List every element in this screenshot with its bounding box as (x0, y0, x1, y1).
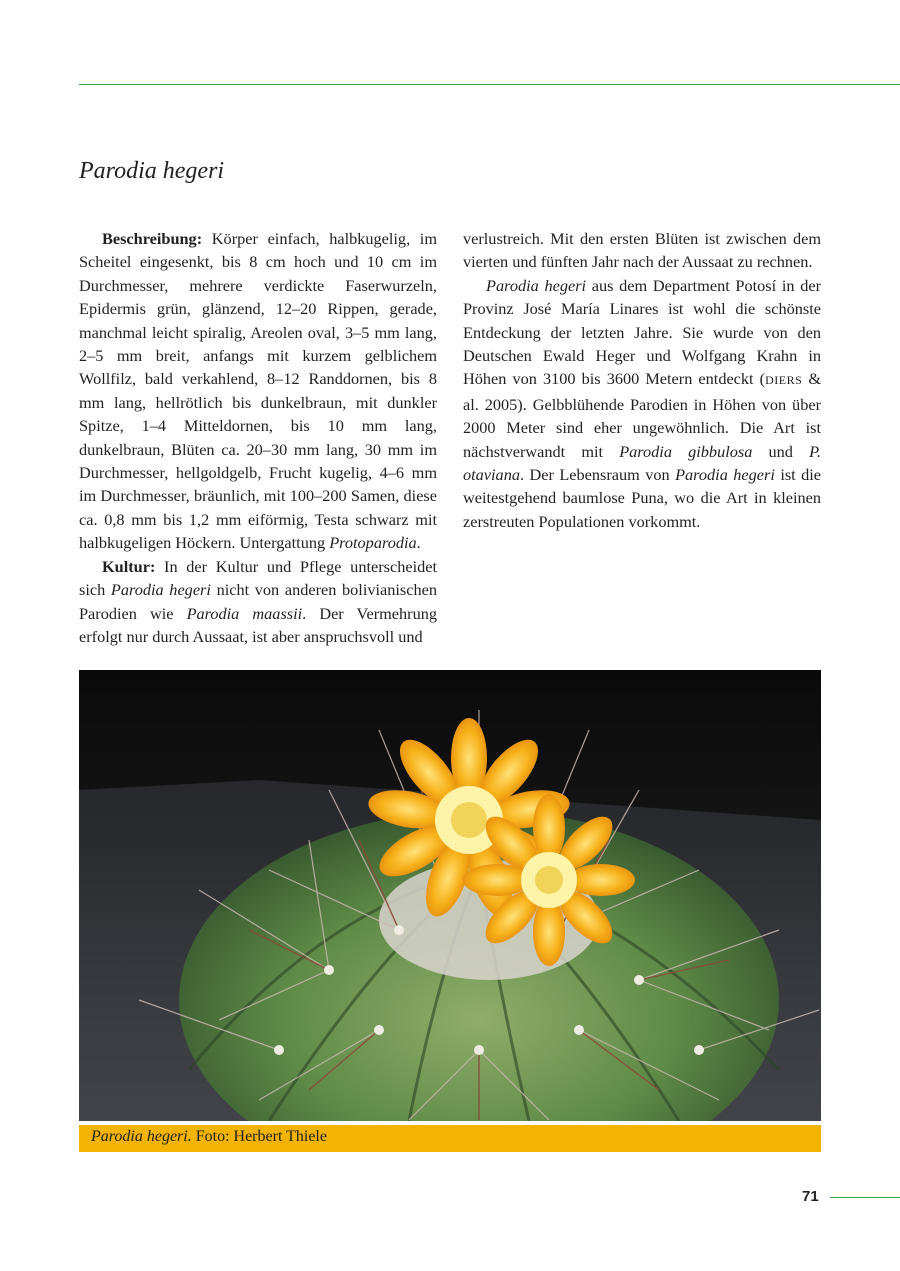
habitat-species-3: P. otaviana (463, 441, 822, 485)
habitat-text-1: aus dem Department Potosí in der Provinz José María Linares ist wohl die schönste Entdeckung der letzten Jahre. Sie wurde von den Deutschen Ewald Heger und Wolfgang Krahn in Höhen von 3100 bis 3600 Metern entdeckt ( (463, 275, 821, 389)
photo-caption (91, 1128, 327, 1146)
right-column (463, 227, 821, 533)
left-column (79, 227, 437, 648)
cactus-photo (79, 670, 821, 1121)
culture-species-2: Parodia maassii (186, 603, 303, 623)
habitat-paragraph (463, 274, 821, 533)
caption-credit: Foto: Herbert Thiele (195, 1128, 327, 1145)
description-text: Körper einfach, halbkugelig, im Scheitel eingesenkt, bis 8 cm hoch und 10 cm im Durchmesser, mehrere verdickte Faserwurzeln, Epidermis grün, glänzend, 12–20 Rippen, gerade, manchmal leicht spiralig, Areolen oval, 3–5 mm lang, 2–5 mm breit, anfangs mit kurzem gelblichem Wollfilz, bald verkahlend, 8–12 Randdornen, bis 8 mm lang, hellrötlich bis dunkelbraun, mit dunkler Spitze, 1–4 Mitteldornen, bis 10 mm lang, dunkelbraun, Blüten ca. 20–30 mm lang, 30 mm im Durchmesser, hellgoldgelb, Frucht kugelig, 4–6 mm im Durchmesser, bräunlich, mit 100–200 Samen, diese ca. 0,8 mm bis 1,2 mm eiförmig, Testa schwarz mit halbkugeligen Höckern. Untergattung (79, 229, 437, 553)
caption-bar (79, 1125, 821, 1152)
culture-species-1: Parodia hegeri (110, 580, 211, 600)
culture-paragraph (79, 555, 437, 649)
subgenus-name: Protoparodia (329, 533, 417, 553)
page-title: Parodia hegeri (79, 158, 225, 184)
habitat-text-3: und (768, 441, 793, 461)
habitat-text-4: . Der Lebensraum von (519, 465, 670, 485)
description-paragraph (79, 227, 437, 555)
habitat-species-2: Parodia gibbulosa (619, 441, 753, 461)
continuation-paragraph: verlustreich. Mit den ersten Blüten ist zwischen dem vierten und fünften Jahr nach der Aussaat zu rechnen. (463, 229, 821, 272)
bottom-rule (830, 1197, 900, 1198)
page-number: 71 (802, 1188, 819, 1205)
culture-text-2: nicht von anderen bolivianischen Parodien wie (79, 580, 437, 623)
top-rule (79, 84, 900, 85)
author-name: DIERS (765, 373, 803, 388)
habitat-text-5: ist die weitestgehend baumlose Puna, wo die Art in kleinen zerstreuten Populationen vorkommt. (463, 465, 822, 531)
description-label: Beschreibung: (102, 229, 203, 248)
culture-text-3: . Der Vermehrung erfolgt nur durch Aussaat, ist aber anspruchsvoll und (79, 603, 437, 646)
culture-text-1: In der Kultur und Pflege unterscheidet sich (79, 556, 437, 600)
caption-species: Parodia hegeri. (91, 1128, 192, 1145)
habitat-text-2: & al. 2005). Gelbblühende Parodien in Höhen von über 2000 Meter sind eher ungewöhnlich. Die Art ist nächstverwandt mit (463, 369, 821, 461)
description-end: . (416, 533, 421, 553)
habitat-species-4: Parodia hegeri (675, 465, 775, 485)
culture-label: Kultur: (102, 556, 156, 576)
habitat-species-1: Parodia hegeri (486, 275, 587, 295)
